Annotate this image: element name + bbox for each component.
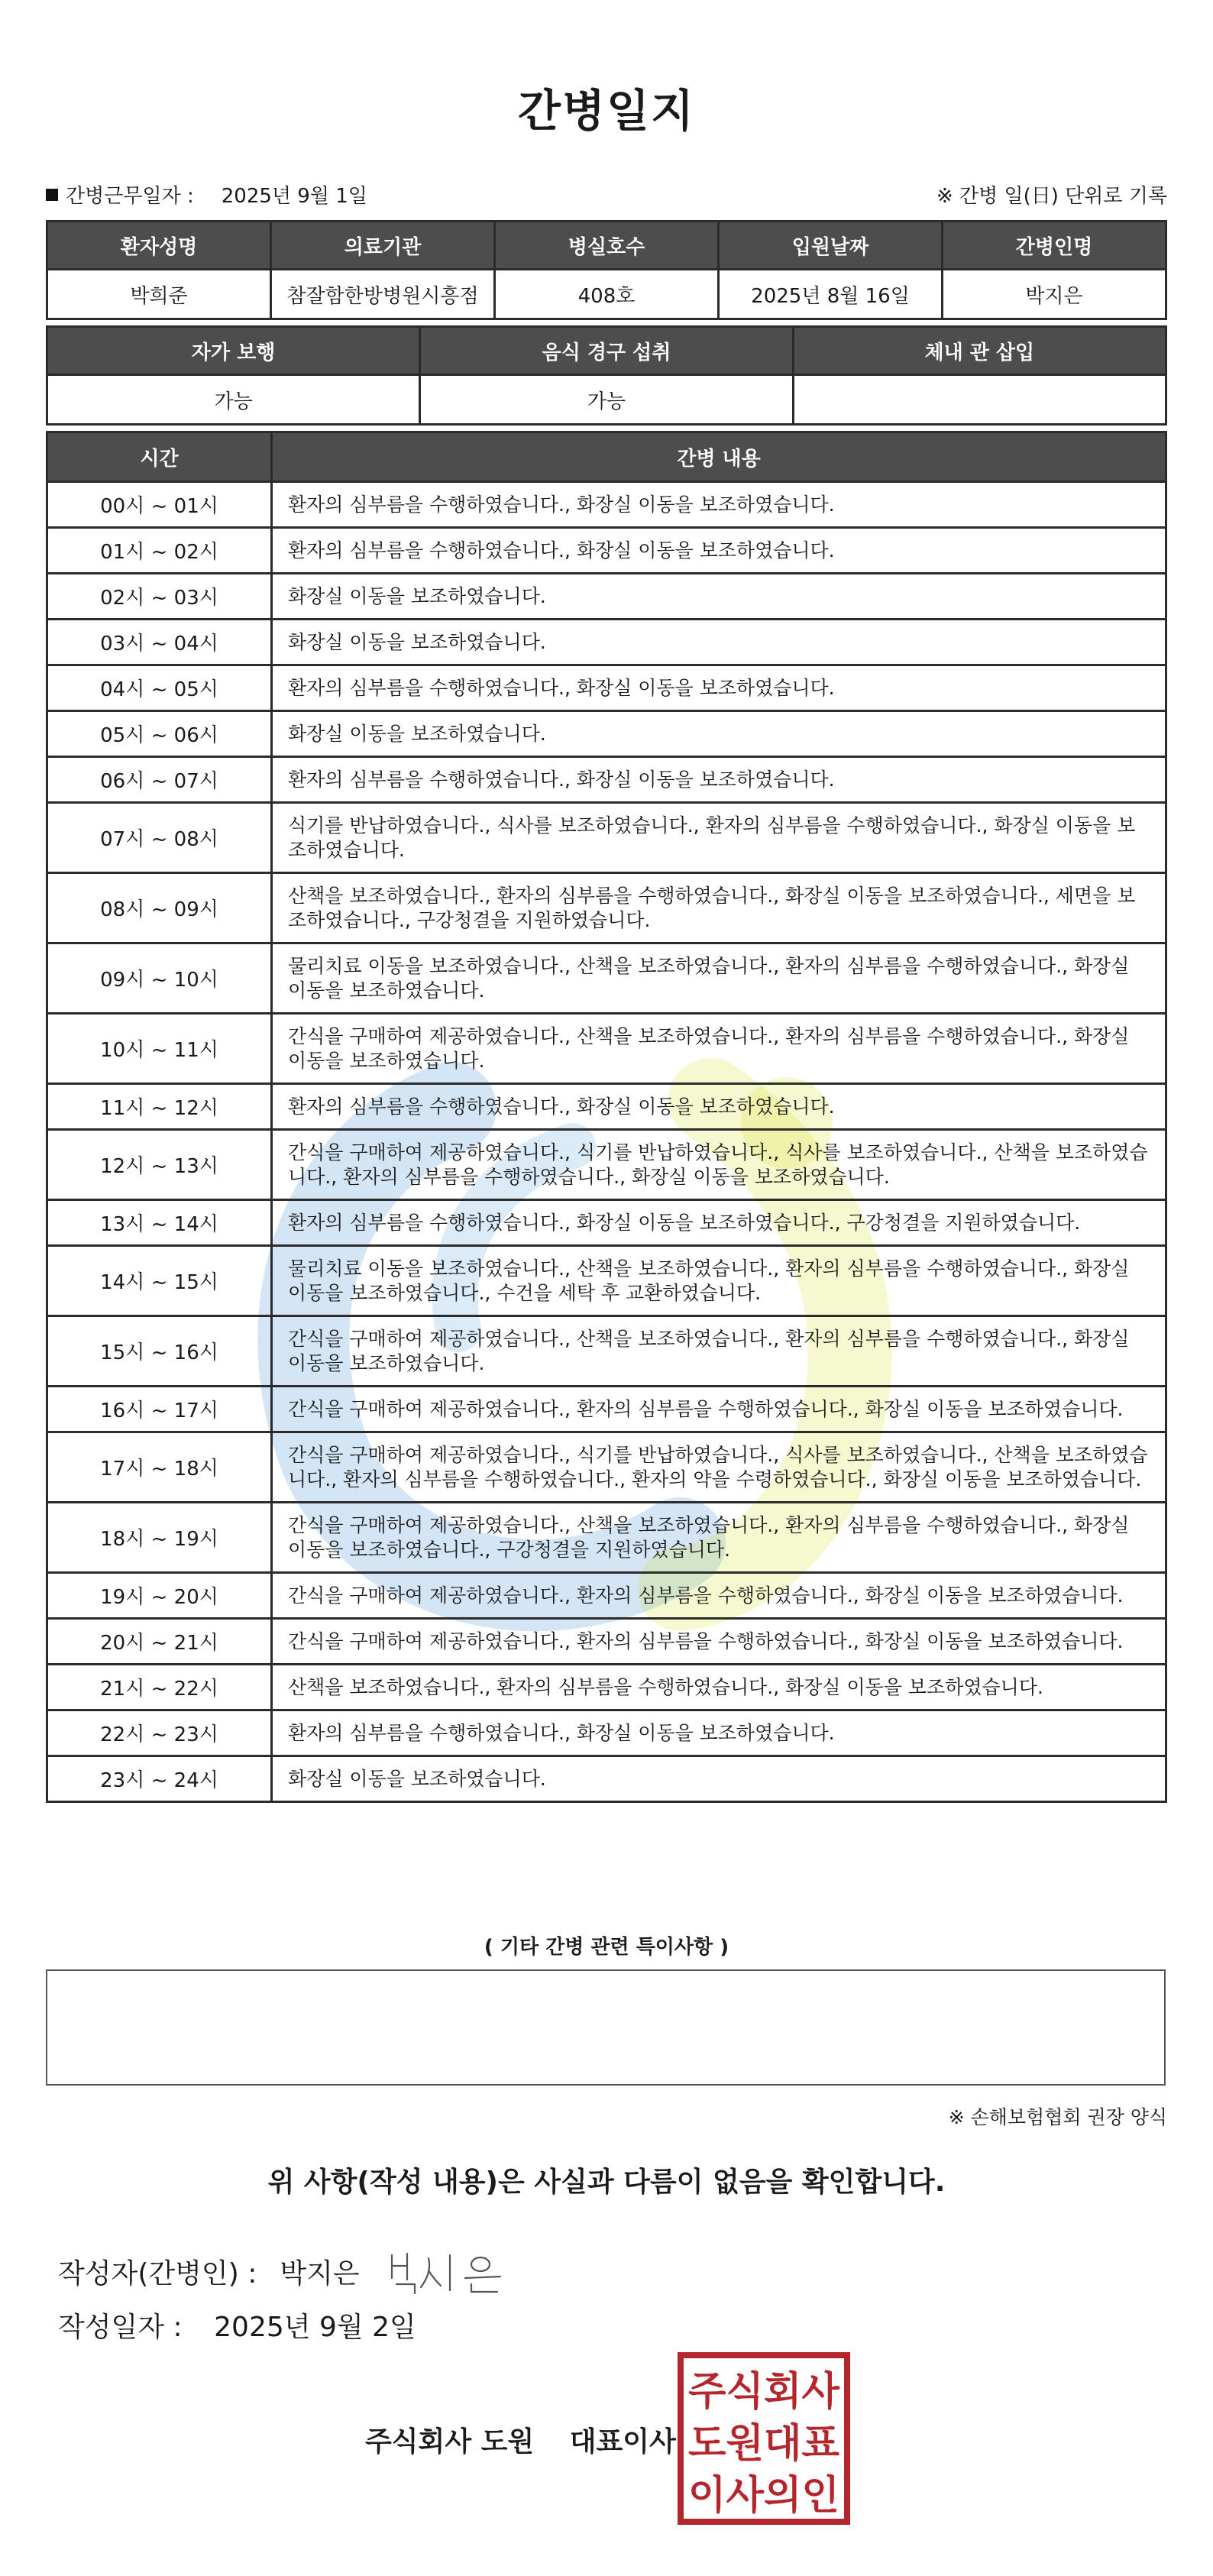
care-log-row: [47, 943, 1166, 1014]
care-log-row: [47, 1503, 1166, 1573]
care-log-row: [47, 803, 1166, 873]
hospital-name: 참잘함한방병원시흥점: [271, 270, 495, 319]
time-slot: 23시 ~ 24시: [47, 1756, 272, 1802]
header-time: 시간: [47, 432, 272, 482]
care-content: 간식을 구매하여 제공하였습니다., 환자의 심부름을 수행하였습니다., 화장실 이동을 보조하였습니다.: [272, 1619, 1166, 1665]
care-content: 화장실 이동을 보조하였습니다.: [272, 711, 1166, 757]
patient-info-table: [46, 220, 1167, 320]
time-slot: 05시 ~ 06시: [47, 711, 272, 757]
time-slot: 10시 ~ 11시: [47, 1014, 272, 1084]
header-hospital: 의료기관: [271, 222, 495, 270]
patient-status-table: [46, 325, 1167, 426]
patient-name: 박희준: [47, 270, 271, 319]
header-admission-date: 입원날짜: [719, 222, 943, 270]
handwritten-signature: [386, 2244, 516, 2298]
care-log-row: [47, 757, 1166, 803]
company-seal-stamp: [677, 2351, 851, 2526]
care-content: 식기를 반납하였습니다., 식사를 보조하였습니다., 환자의 심부름을 수행하였습니다., 화장실 이동을 보조하였습니다.: [272, 803, 1166, 873]
company-signoff: [365, 2420, 676, 2459]
care-content: 간식을 구매하여 제공하였습니다., 식기를 반납하였습니다., 식사를 보조하였습니다., 산책을 보조하였습니다., 환자의 심부름을 수행하였습니다., 화장실 이동을 보조하였습니다.: [272, 1130, 1166, 1200]
care-log-row: [47, 1619, 1166, 1665]
care-content: 화장실 이동을 보조하였습니다.: [272, 620, 1166, 665]
time-slot: 06시 ~ 07시: [47, 757, 272, 803]
care-content: 환자의 심부름을 수행하였습니다., 화장실 이동을 보조하였습니다.: [272, 665, 1166, 711]
time-slot: 22시 ~ 23시: [47, 1710, 272, 1756]
form-source-note: ※ 손해보험협회 권장 양식: [948, 2106, 1167, 2128]
header-oral-intake: 음식 경구 섭취: [420, 327, 793, 375]
care-log-row: [47, 1432, 1166, 1503]
care-log-row: [47, 1316, 1166, 1387]
header-caregiver-name: 간병인명: [943, 222, 1166, 270]
care-log-row: [47, 711, 1166, 757]
time-slot: 08시 ~ 09시: [47, 873, 272, 943]
care-content: 간식을 구매하여 제공하였습니다., 산책을 보조하였습니다., 환자의 심부름을 수행하였습니다., 화장실 이동을 보조하였습니다.: [272, 1316, 1166, 1387]
care-log-row: [47, 1130, 1166, 1200]
care-content: 간식을 구매하여 제공하였습니다., 식기를 반납하였습니다., 식사를 보조하였습니다., 산책을 보조하였습니다., 환자의 심부름을 수행하였습니다., 환자의 약을 수령하였습니다., 화장실 이동을 보조하였습니다.: [272, 1432, 1166, 1503]
care-content: 환자의 심부름을 수행하였습니다., 화장실 이동을 보조하였습니다.: [272, 528, 1166, 574]
admission-date: 2025년 8월 16일: [719, 270, 943, 319]
care-log-row: [47, 1014, 1166, 1084]
seal-text-line-2: 도원대표: [688, 2421, 839, 2467]
writer-label: 작성자(간병인) :: [58, 2257, 257, 2290]
care-log-row: [47, 1665, 1166, 1710]
care-content: 간식을 구매하여 제공하였습니다., 환자의 심부름을 수행하였습니다., 화장실 이동을 보조하였습니다.: [272, 1387, 1166, 1432]
care-content: 간식을 구매하여 제공하였습니다., 산책을 보조하였습니다., 환자의 심부름을 수행하였습니다., 화장실 이동을 보조하였습니다., 구강청결을 지원하였습니다.: [272, 1503, 1166, 1573]
care-log-rows: [47, 482, 1166, 1802]
time-slot: 04시 ~ 05시: [47, 665, 272, 711]
care-log-table: [46, 431, 1167, 1803]
care-content: 환자의 심부름을 수행하였습니다., 화장실 이동을 보조하였습니다.: [272, 757, 1166, 803]
care-log-row: [47, 873, 1166, 943]
time-slot: 02시 ~ 03시: [47, 574, 272, 620]
care-log-row: [47, 1246, 1166, 1316]
room-number: 408호: [495, 270, 719, 319]
time-slot: 00시 ~ 01시: [47, 482, 272, 528]
care-log-row: [47, 665, 1166, 711]
time-slot: 07시 ~ 08시: [47, 803, 272, 873]
care-log-row: [47, 1756, 1166, 1802]
care-content: 물리치료 이동을 보조하였습니다., 산책을 보조하였습니다., 환자의 심부름을 수행하였습니다., 화장실 이동을 보조하였습니다., 수건을 세탁 후 교환하였습니다.: [272, 1246, 1166, 1316]
write-date-line: [58, 2306, 416, 2345]
work-date-line: [46, 180, 367, 209]
care-log-row: [47, 1710, 1166, 1756]
caregiver-name: 박지은: [943, 270, 1166, 319]
writer-name: 박지은: [280, 2257, 360, 2290]
time-slot: 20시 ~ 21시: [47, 1619, 272, 1665]
header-room: 병실호수: [495, 222, 719, 270]
care-content: 화장실 이동을 보조하였습니다.: [272, 574, 1166, 620]
care-log-row: [47, 574, 1166, 620]
care-content: 간식을 구매하여 제공하였습니다., 산책을 보조하였습니다., 환자의 심부름을 수행하였습니다., 화장실 이동을 보조하였습니다.: [272, 1014, 1166, 1084]
time-slot: 03시 ~ 04시: [47, 620, 272, 665]
page-title: 간병일지: [517, 85, 696, 137]
time-slot: 13시 ~ 14시: [47, 1200, 272, 1246]
square-bullet-icon: [46, 189, 58, 201]
header-tube-insertion: 체내 관 삽입: [793, 327, 1166, 375]
company-name: 주식회사 도원: [365, 2426, 535, 2458]
oral-intake-value: 가능: [420, 375, 793, 425]
time-slot: 15시 ~ 16시: [47, 1316, 272, 1387]
care-log-row: [47, 528, 1166, 574]
write-date-value: 2025년 9월 2일: [214, 2312, 416, 2343]
time-slot: 12시 ~ 13시: [47, 1130, 272, 1200]
care-log-row: [47, 1573, 1166, 1619]
care-log-row: [47, 482, 1166, 528]
header-care-content: 간병 내용: [272, 432, 1166, 482]
time-slot: 09시 ~ 10시: [47, 943, 272, 1014]
care-content: 산책을 보조하였습니다., 환자의 심부름을 수행하였습니다., 화장실 이동을 보조하였습니다.: [272, 1665, 1166, 1710]
time-slot: 16시 ~ 17시: [47, 1387, 272, 1432]
care-content: 환자의 심부름을 수행하였습니다., 화장실 이동을 보조하였습니다.: [272, 1084, 1166, 1130]
confirmation-statement: 위 사항(작성 내용)은 사실과 다름이 없음을 확인합니다.: [267, 2167, 946, 2198]
time-slot: 18시 ~ 19시: [47, 1503, 272, 1573]
self-walking-value: 가능: [47, 375, 420, 425]
time-slot: 19시 ~ 20시: [47, 1573, 272, 1619]
work-date-value: 2025년 9월 1일: [221, 185, 367, 208]
care-log-row: [47, 1387, 1166, 1432]
header-patient-name: 환자성명: [47, 222, 271, 270]
care-content: 화장실 이동을 보조하였습니다.: [272, 1756, 1166, 1802]
header-self-walking: 자가 보행: [47, 327, 420, 375]
special-notes-box: [46, 1969, 1166, 2086]
special-notes-title: ( 기타 간병 관련 특이사항 ): [484, 1936, 729, 1959]
care-content: 물리치료 이동을 보조하였습니다., 산책을 보조하였습니다., 환자의 심부름을 수행하였습니다., 화장실 이동을 보조하였습니다.: [272, 943, 1166, 1014]
time-slot: 17시 ~ 18시: [47, 1432, 272, 1503]
care-log-row: [47, 620, 1166, 665]
record-unit-note: ※ 간병 일(日) 단위로 기록: [936, 185, 1167, 208]
care-log-row: [47, 1200, 1166, 1246]
care-content: 간식을 구매하여 제공하였습니다., 환자의 심부름을 수행하였습니다., 화장실 이동을 보조하였습니다.: [272, 1573, 1166, 1619]
care-log-row: [47, 1084, 1166, 1130]
care-content: 환자의 심부름을 수행하였습니다., 화장실 이동을 보조하였습니다.: [272, 482, 1166, 528]
time-slot: 14시 ~ 15시: [47, 1246, 272, 1316]
time-slot: 21시 ~ 22시: [47, 1665, 272, 1710]
time-slot: 11시 ~ 12시: [47, 1084, 272, 1130]
write-date-label: 작성일자 :: [58, 2312, 183, 2343]
care-content: 환자의 심부름을 수행하였습니다., 화장실 이동을 보조하였습니다., 구강청결을 지원하였습니다.: [272, 1200, 1166, 1246]
representative-title: 대표이사: [569, 2426, 676, 2458]
care-content: 환자의 심부름을 수행하였습니다., 화장실 이동을 보조하였습니다.: [272, 1710, 1166, 1756]
tube-insertion-value: [793, 375, 1166, 425]
care-content: 산책을 보조하였습니다., 환자의 심부름을 수행하였습니다., 화장실 이동을 보조하였습니다., 세면을 보조하였습니다., 구강청결을 지원하였습니다.: [272, 873, 1166, 943]
time-slot: 01시 ~ 02시: [47, 528, 272, 574]
seal-text-line-1: 주식회사: [688, 2369, 840, 2415]
writer-line: [58, 2244, 516, 2298]
seal-text-line-3: 이사의인: [688, 2473, 839, 2519]
work-date-label: 간병근무일자 :: [66, 185, 194, 208]
